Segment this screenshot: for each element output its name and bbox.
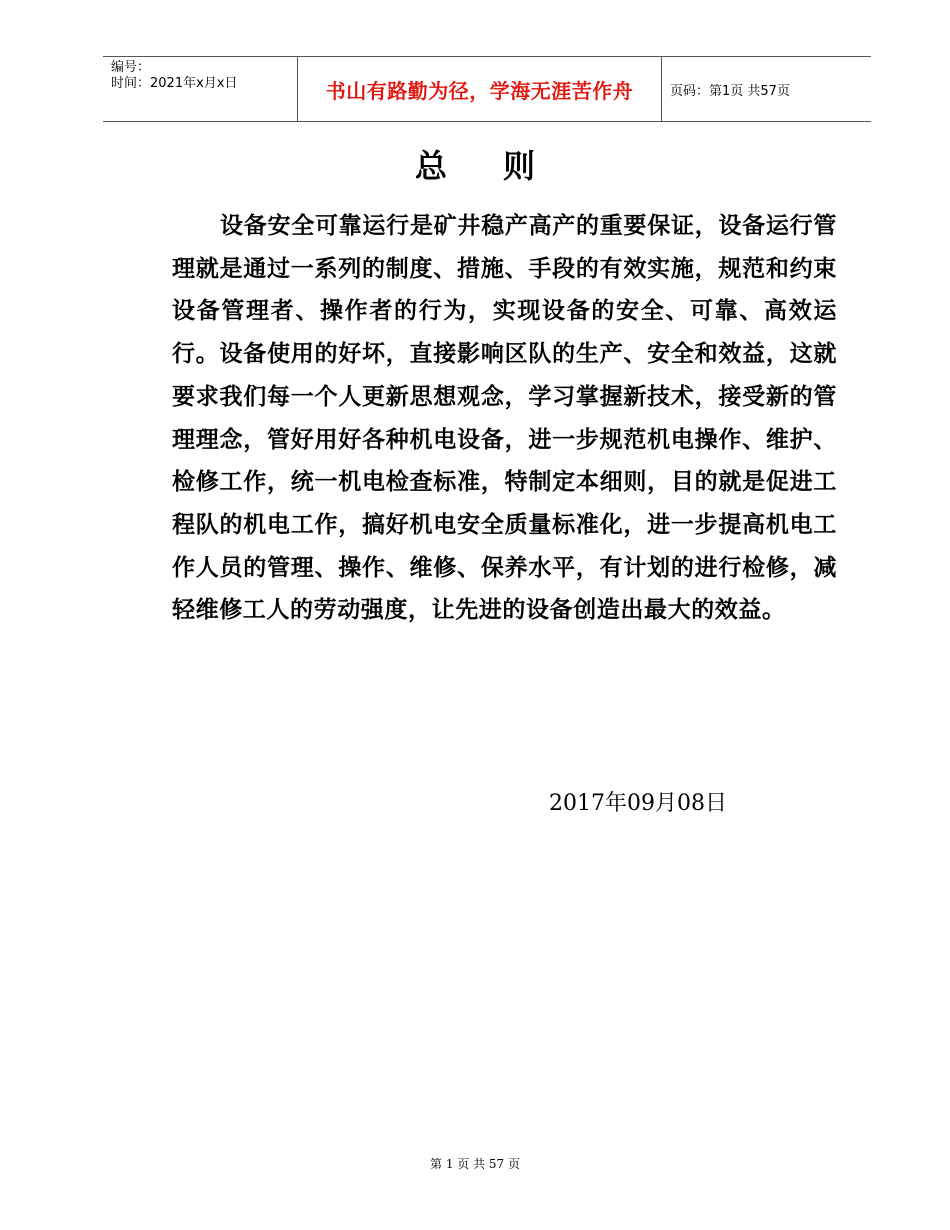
header-page-cell: [662, 57, 871, 121]
body-paragraph: 设备安全可靠运行是矿井稳产高产的重要保证，设备运行管理就是通过一系列的制度、措施、手段的有效实施，规范和约束设备管理者、操作者的行为，实现设备的安全、可靠、高效运行。设备使用的好坏，直接影响区队的生产、安全和效益，这就要求我们每一个人更新思想观念，学习掌握新技术，接受新的管理理念，管好用好各种机电设备，进一步规范机电操作、维护、检修工作，统一机电检查标准，特制定本细则，目的就是促进工程队的机电工作，搞好机电安全质量标准化，进一步提高机电工作人员的管理、操作、维修、保养水平，有计划的进行检修，减轻维修工人的劳动强度，让先进的设备创造出最大的效益。: [172, 213, 837, 624]
page-footer: 第 1 页 共 57 页: [430, 1157, 520, 1171]
header-motto-cell: [298, 57, 662, 121]
time-label: 时间：2021年x月x日: [111, 76, 238, 91]
header-meta-cell: [103, 57, 298, 121]
document-title: 总则: [414, 147, 591, 185]
serial-number-label: 编号：: [111, 60, 151, 75]
header-page-number: 页码：第1页 共57页: [670, 83, 790, 99]
document-date: 2017年09月08日: [549, 791, 727, 816]
header-motto: 书山有路勤为径，学海无涯苦作舟: [325, 78, 634, 103]
page-header: [103, 56, 871, 122]
